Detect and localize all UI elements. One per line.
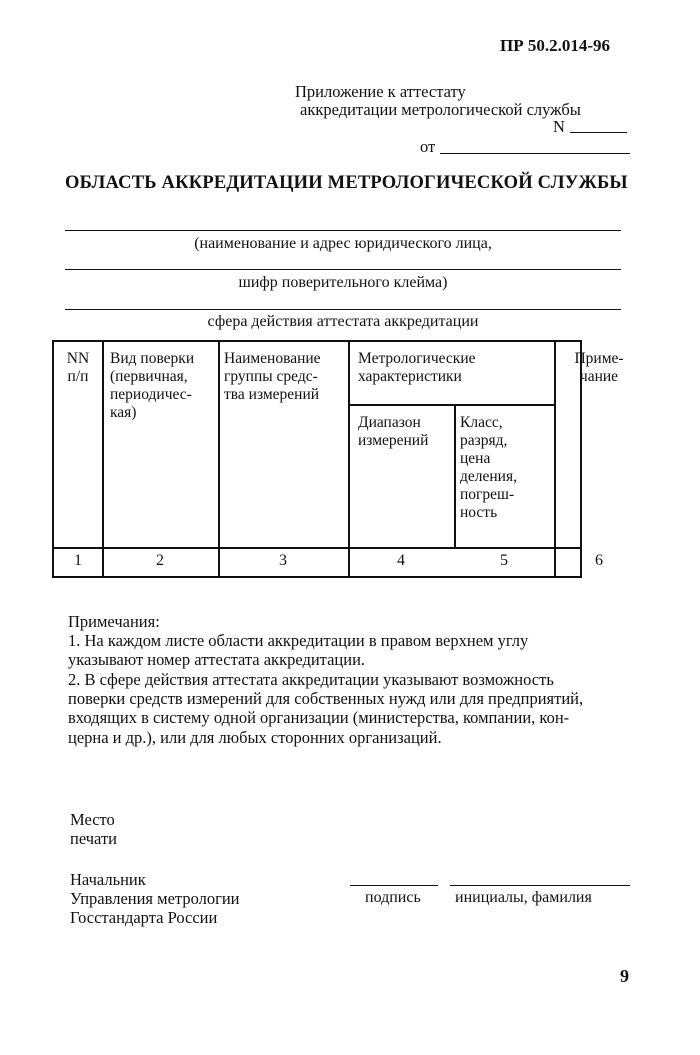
stamp-place-line-1: Место	[70, 810, 115, 829]
column-divider	[102, 342, 104, 576]
scope-hint: сфера действия аттестата аккредитации	[207, 313, 479, 330]
header-col-number: NN п/п	[66, 350, 90, 385]
note-2-line-2: поверки средств измерений для собственных нужд или для предприятий,	[68, 689, 584, 708]
stamp-place-line-2: печати	[70, 829, 117, 848]
header-col-verification-type: Вид поверки (первичная, периодичес- кая)	[110, 350, 195, 421]
header-bottom-divider	[54, 547, 580, 549]
note-2-line-3: входящих в систему одной организации (министерства, компании, кон-	[68, 708, 570, 727]
appendix-line-1: Приложение к аттестату	[295, 82, 466, 101]
scope-line	[65, 309, 621, 310]
note-1-line-2: указывают номер аттестата аккредитации.	[68, 650, 366, 669]
legal-entity-hint: (наименование и адрес юридического лица,	[194, 235, 492, 252]
name-label: инициалы, фамилия	[455, 889, 592, 906]
header-col-range: Диапазон измерений	[358, 414, 429, 449]
column-number: 2	[156, 552, 164, 569]
column-number: 6	[595, 552, 603, 569]
notes-heading: Примечания:	[68, 612, 160, 631]
signatory-line-1: Начальник	[70, 870, 146, 889]
legal-entity-line	[65, 230, 621, 231]
signatory-line-2: Управления метрологии	[70, 889, 240, 908]
accreditation-table	[52, 340, 624, 578]
note-1-line-1: 1. На каждом листе области аккредитации в правом верхнем углу	[68, 631, 529, 650]
header-col-instrument-group: Наименование группы средс- тва измерений	[224, 350, 321, 403]
column-number: 5	[500, 552, 508, 569]
header-col-accuracy-class: Класс, разряд, цена деления, погреш- ность	[460, 414, 517, 521]
column-number: 4	[397, 552, 405, 569]
group-header-divider	[348, 404, 554, 406]
appendix-line-2: аккредитации метрологической службы	[300, 100, 581, 119]
page-number: 9	[620, 966, 629, 986]
header-col-note: Приме- чание	[574, 350, 624, 385]
name-line	[450, 885, 630, 886]
signature-label: подпись	[365, 889, 421, 906]
certificate-number-line	[570, 132, 627, 133]
certificate-date-label: от	[420, 137, 436, 156]
certificate-number-label: N	[553, 117, 565, 136]
column-divider	[348, 342, 350, 576]
column-divider	[218, 342, 220, 576]
signature-line	[350, 885, 438, 886]
header-metrological-characteristics: Метрологические характеристики	[358, 350, 476, 385]
stamp-cipher-hint: шифр поверительного клейма)	[238, 274, 448, 291]
note-2-line-1: 2. В сфере действия аттестата аккредитации указывают возможность	[68, 670, 554, 689]
document-code: ПР 50.2.014-96	[500, 36, 611, 55]
certificate-date-line	[440, 153, 630, 154]
note-2-line-4: церна и др.), или для любых сторонних организаций.	[68, 728, 442, 747]
signatory-line-3: Госстандарта России	[70, 908, 218, 927]
stamp-cipher-line	[65, 269, 621, 270]
column-number: 3	[279, 552, 287, 569]
column-divider	[454, 405, 456, 548]
page-title: ОБЛАСТЬ АККРЕДИТАЦИИ МЕТРОЛОГИЧЕСКОЙ СЛУЖБЫ	[65, 173, 628, 193]
column-number: 1	[74, 552, 82, 569]
